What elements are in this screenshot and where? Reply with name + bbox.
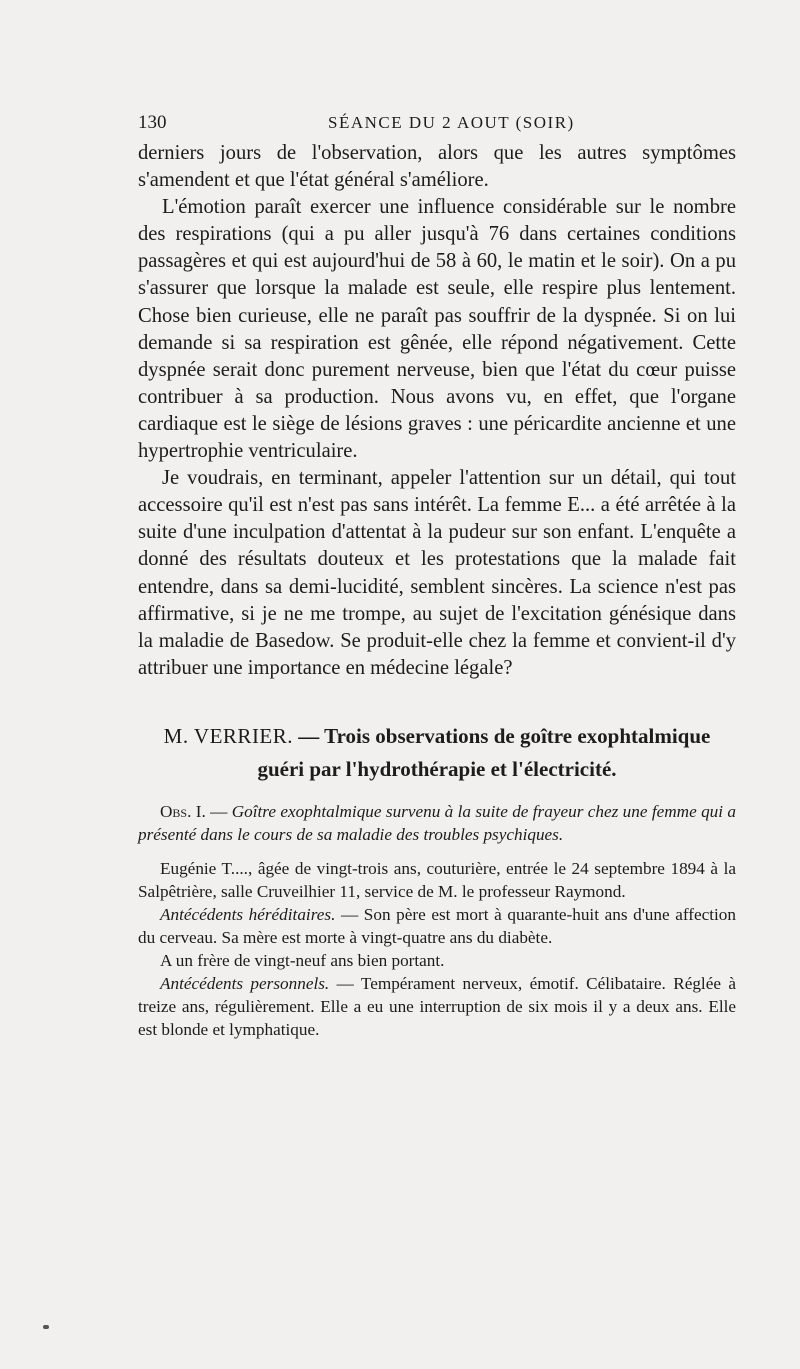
- paragraph-emotion: L'émotion paraît exercer une influence considérable sur le nombre des respirations (qui a pu aller jusqu'à 76 dans certaines conditions passagères et qui est aujourd'hui de 58 à 60, le matin et le soir). On a pu s'assurer que lorsque la malade est seule, elle respire plus lentement. Chose bien curieuse, elle ne paraît pas souffrir de la dyspnée. Si on lui demande si sa respiration est gênée, elle répond négativement. Cette dyspnée serait donc purement nerveuse, bien que l'état du cœur puisse contribuer à sa production. Nous avons vu, en effet, que l'organe cardiaque est le siège de lésions graves : une péricardite ancienne et une hypertrophie ventriculaire.: [138, 196, 736, 463]
- hereditary-history: [138, 903, 736, 949]
- paragraph-continued: derniers jours de l'observation, alors que les autres symptômes s'amendent et que l'état général s'améliore.: [138, 142, 736, 192]
- paragraph-conclusion: Je voudrais, en terminant, appeler l'attention sur un détail, qui tout accessoire qu'il est n'est pas sans intérêt. La femme E... a été arrêtée à la suite d'une inculpation d'attentat à la pudeur sur son enfant. L'enquête a donné des résultats douteux et les protestations que la malade fait entendre, dans sa demi-lucidité, semblent sincères. La science n'est pas affirmative, si je ne me trompe, au sujet de l'excitation génésique dans la maladie de Basedow. Se produit-elle chez la femme et convient-il d'y attribuer une importance en médecine légale?: [138, 467, 736, 679]
- brother-note: A un frère de vingt-neuf ans bien portant.: [160, 950, 445, 970]
- page-number: 130: [138, 112, 167, 133]
- ink-speck: [43, 1325, 49, 1329]
- title-text-1: Trois observations de goître exophtalmique: [324, 723, 711, 748]
- observation-title: Goître exophtalmique survenu à la suite de frayeur chez une femme qui a présenté dans le cours de sa maladie des troubles psychiques.: [138, 801, 736, 844]
- title-line-1: [138, 720, 736, 753]
- book-page: [138, 112, 736, 1041]
- hereditary-text: — Son père est mort à quarante-huit ans d'une affection du cerveau. Sa mère est morte à vingt-quatre ans du diabète.: [138, 904, 736, 947]
- personal-text: — Tempérament nerveux, émotif. Célibataire. Réglée à treize ans, régulièrement. Elle a eu une interruption de six mois il y a deux ans. Elle est blonde et lymphatique.: [138, 973, 736, 1039]
- running-head: SÉANCE DU 2 AOUT (SOIR): [328, 113, 575, 132]
- personal-label: Antécédents personnels.: [160, 973, 330, 993]
- title-line-2: guéri par l'hydrothérapie et l'électricité.: [257, 756, 617, 781]
- title-dash: —: [293, 723, 325, 748]
- hereditary-label: Antécédents héréditaires.: [160, 904, 336, 924]
- author-name: M. VERRIER.: [163, 723, 294, 748]
- observation-label: Obs. I.: [160, 801, 206, 821]
- observation-block: [138, 800, 736, 1041]
- observation-heading: [138, 800, 736, 846]
- page-header: [138, 112, 736, 140]
- main-text: [138, 140, 736, 682]
- observation-dash: —: [205, 801, 232, 821]
- patient-identity: Eugénie T...., âgée de vingt-trois ans, couturière, entrée le 24 septembre 1894 à la Salpêtrière, salle Cruveilhier 11, service de M. le professeur Raymond.: [138, 858, 736, 901]
- section-title: [138, 720, 736, 786]
- personal-history: [138, 972, 736, 1041]
